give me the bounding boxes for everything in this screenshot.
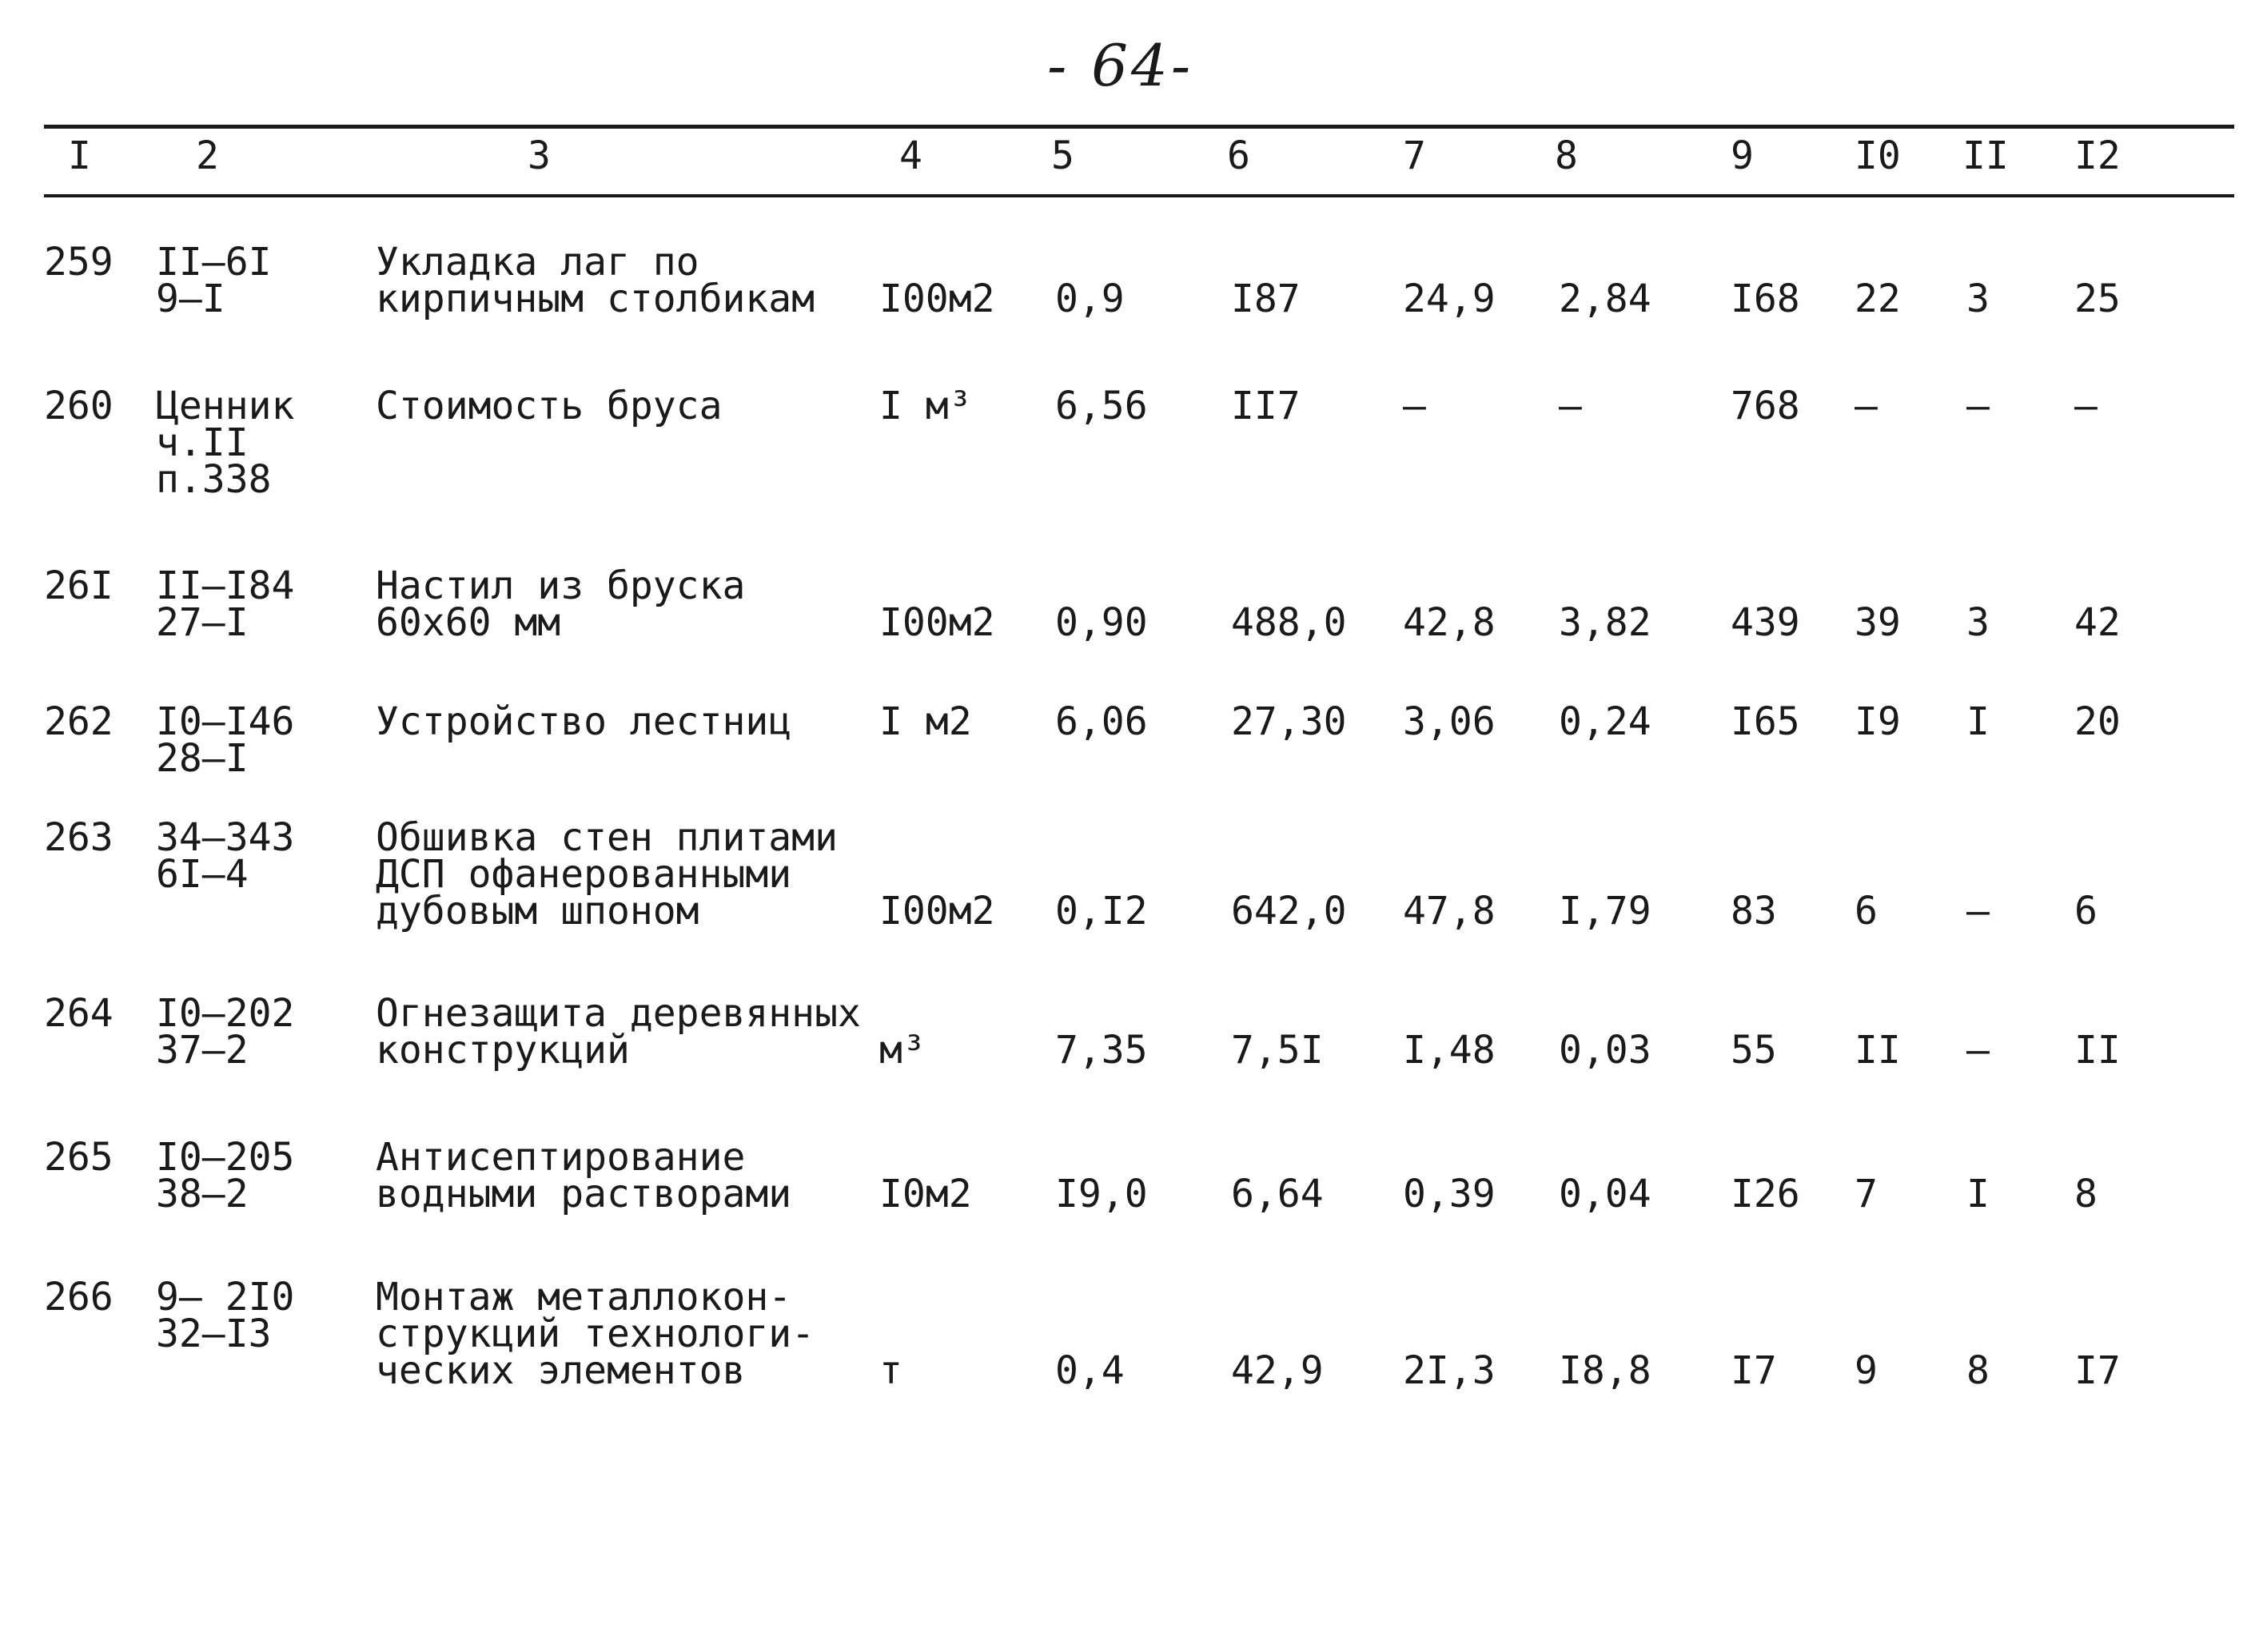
cell-c8: 2,84 [1559, 277, 1651, 321]
cell-c10: 7 [1855, 1172, 1878, 1216]
cell-n: 262 [44, 699, 114, 744]
cell-c9: I7 [1731, 1348, 1777, 1393]
cell-c11: I [1966, 699, 1990, 744]
cell-c9: I65 [1731, 699, 1800, 744]
cell-c5: I9,0 [1055, 1172, 1148, 1216]
cell-code: I0–I46 28–I [156, 699, 295, 781]
cell-code: II–6I 9–I [156, 240, 272, 321]
cell-name: Устройство лестниц [376, 699, 792, 744]
cell-c11: – [1966, 889, 1990, 933]
cell-c7: 3,06 [1403, 699, 1496, 744]
cell-c10: 6 [1855, 889, 1878, 933]
cell-c5: 7,35 [1055, 1028, 1148, 1073]
header-col-4: 4 [899, 133, 922, 178]
cell-c8: 0,03 [1559, 1028, 1651, 1073]
cell-c9: I68 [1731, 277, 1800, 321]
cell-c9: 768 [1731, 384, 1800, 428]
cell-c5: 0,9 [1055, 277, 1125, 321]
page-number: - 64- [1047, 32, 1194, 99]
header-col-2: 2 [196, 133, 219, 178]
cell-c7: 0,39 [1403, 1172, 1496, 1216]
cell-code: 9– 2I0 32–I3 [156, 1275, 295, 1356]
cell-c8: – [1559, 384, 1582, 428]
cell-c10: 22 [1855, 277, 1901, 321]
cell-c12: – [2074, 384, 2098, 428]
cell-c10: I9 [1855, 699, 1901, 744]
cell-n: 26I [44, 563, 114, 608]
cell-c5: 0,4 [1055, 1348, 1125, 1393]
cell-unit: т [879, 1348, 902, 1393]
cell-c8: I8,8 [1559, 1348, 1651, 1393]
cell-c12: 25 [2074, 277, 2121, 321]
cell-name: Настил из бруска 60х60 мм [376, 563, 746, 645]
cell-c10: – [1855, 384, 1878, 428]
cell-c6: 42,9 [1231, 1348, 1324, 1393]
cell-unit: м³ [879, 1028, 926, 1073]
cell-c12: 42 [2074, 600, 2121, 645]
cell-c10: II [1855, 1028, 1901, 1073]
cell-c11: 8 [1966, 1348, 1990, 1393]
cell-unit: I м³ [879, 384, 972, 428]
cell-n: 265 [44, 1135, 114, 1180]
cell-c6: 6,64 [1231, 1172, 1324, 1216]
cell-c7: 42,8 [1403, 600, 1496, 645]
cell-unit: I00м2 [879, 277, 995, 321]
header-col-5: 5 [1051, 133, 1074, 178]
cell-c8: 0,04 [1559, 1172, 1651, 1216]
cell-c5: 0,I2 [1055, 889, 1148, 933]
header-bottom-rule [44, 194, 2234, 197]
cell-name: Антисептирование водными растворами [376, 1135, 792, 1216]
header-col-12: I2 [2074, 133, 2121, 178]
cell-c12: 20 [2074, 699, 2121, 744]
cell-c7: 2I,3 [1403, 1348, 1496, 1393]
cell-c11: I [1966, 1172, 1990, 1216]
header-col-9: 9 [1731, 133, 1754, 178]
cell-name: Обшивка стен плитами ДСП офанерованными дубовым шпоном [376, 815, 838, 933]
cell-c6: 642,0 [1231, 889, 1347, 933]
cell-name: Укладка лаг по кирпичным столбикам [376, 240, 815, 321]
cell-code: 34–343 6I–4 [156, 815, 295, 897]
header-col-8: 8 [1555, 133, 1578, 178]
cell-n: 264 [44, 991, 114, 1036]
cell-c10: 9 [1855, 1348, 1878, 1393]
cell-n: 260 [44, 384, 114, 428]
header-col-7: 7 [1403, 133, 1426, 178]
cell-name: Стоимость бруса [376, 384, 723, 428]
cell-c9: 55 [1731, 1028, 1777, 1073]
header-col-1: I [68, 133, 91, 178]
cell-c7: 24,9 [1403, 277, 1496, 321]
cell-c12: I7 [2074, 1348, 2121, 1393]
cell-name: Монтаж металлокон- струкций технологи- ческих элементов [376, 1275, 815, 1393]
cell-c11: 3 [1966, 277, 1990, 321]
cell-c12: 8 [2074, 1172, 2098, 1216]
cell-c11: 3 [1966, 600, 1990, 645]
cell-c5: 6,06 [1055, 699, 1148, 744]
cell-c7: I,48 [1403, 1028, 1496, 1073]
header-col-6: 6 [1227, 133, 1250, 178]
cell-c8: 0,24 [1559, 699, 1651, 744]
cell-unit: I00м2 [879, 600, 995, 645]
cell-c6: II7 [1231, 384, 1301, 428]
cell-code: I0–202 37–2 [156, 991, 295, 1073]
cell-n: 266 [44, 1275, 114, 1320]
cell-unit: I00м2 [879, 889, 995, 933]
cell-c10: 39 [1855, 600, 1901, 645]
cell-code: II–I84 27–I [156, 563, 295, 645]
cell-n: 263 [44, 815, 114, 860]
cell-c12: 6 [2074, 889, 2098, 933]
cell-c7: – [1403, 384, 1426, 428]
cell-c9: I26 [1731, 1172, 1800, 1216]
header-col-3: 3 [528, 133, 551, 178]
table-top-rule [44, 125, 2234, 129]
cell-c9: 83 [1731, 889, 1777, 933]
cell-unit: I0м2 [879, 1172, 972, 1216]
cell-c8: I,79 [1559, 889, 1651, 933]
cell-c7: 47,8 [1403, 889, 1496, 933]
cell-c6: I87 [1231, 277, 1301, 321]
cell-c6: 488,0 [1231, 600, 1347, 645]
cell-c11: – [1966, 384, 1990, 428]
cell-c8: 3,82 [1559, 600, 1651, 645]
cell-c6: 27,30 [1231, 699, 1347, 744]
cell-n: 259 [44, 240, 114, 285]
header-col-10: I0 [1855, 133, 1901, 178]
cell-code: Ценник ч.II п.338 [156, 384, 295, 502]
cell-unit: I м2 [879, 699, 972, 744]
cell-c5: 0,90 [1055, 600, 1148, 645]
cell-c6: 7,5I [1231, 1028, 1324, 1073]
cell-c12: II [2074, 1028, 2121, 1073]
cell-c9: 439 [1731, 600, 1800, 645]
cell-code: I0–205 38–2 [156, 1135, 295, 1216]
cell-name: Огнезащита деревянных конструкций [376, 991, 861, 1073]
cell-c11: – [1966, 1028, 1990, 1073]
cell-c5: 6,56 [1055, 384, 1148, 428]
header-col-11: II [1962, 133, 2009, 178]
